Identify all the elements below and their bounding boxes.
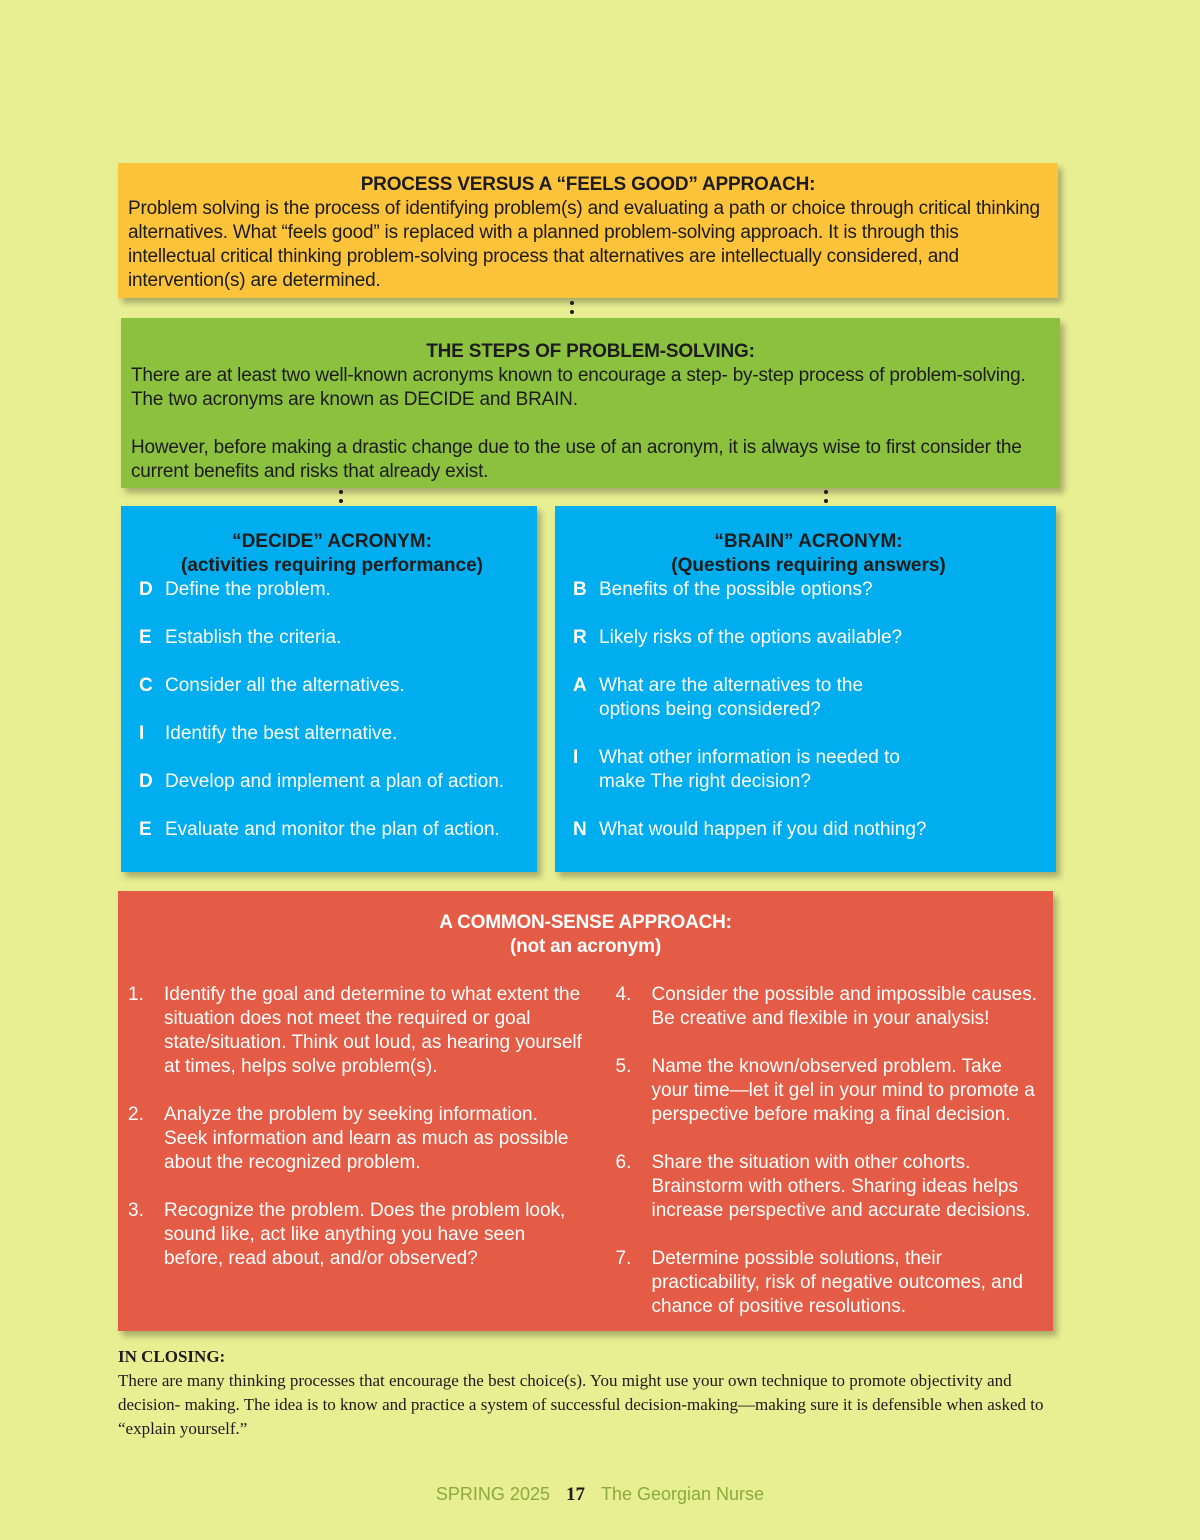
connector-dots — [570, 301, 574, 319]
brain-item — [573, 626, 1044, 650]
decide-text: Consider all the alternatives. — [165, 675, 405, 696]
list-text: Determine possible solutions, their practicability, risk of negative outcomes, and chance of positive resolutions. — [651, 1248, 1023, 1317]
brain-letter: A — [573, 675, 587, 696]
list-number: 3. — [128, 1200, 144, 1221]
steps-para-1: There are at least two well-known acronyms known to encourage a step- by-step process of problem-solving. The two acronyms are known as DECIDE and BRAIN. — [131, 365, 1026, 410]
decide-text: Develop and implement a plan of action. — [165, 771, 505, 792]
list-text: Analyze the problem by seeking information. Seek information and learn as much as possible about the recognized problem. — [164, 1104, 569, 1173]
common-subtitle: (not an acronym) — [510, 936, 661, 957]
brain-letter: N — [573, 819, 587, 840]
brain-letter: B — [573, 579, 587, 600]
steps-box — [121, 318, 1060, 488]
closing-body: There are many thinking processes that encourage the best choice(s). You might use your own technique to promote objectivity and decision- making. The idea is to know and practice a system of successful decision-making—making sure it is defensible when asked to “explain yourself.” — [118, 1371, 1044, 1438]
decide-letter: D — [139, 771, 153, 792]
brain-item — [573, 578, 1044, 602]
decide-title: “DECIDE” ACRONYM: — [232, 531, 432, 552]
decide-letter: D — [139, 579, 153, 600]
decide-letter: C — [139, 675, 153, 696]
list-number: 7. — [615, 1248, 632, 1269]
steps-title: THE STEPS OF PROBLEM-SOLVING: — [426, 341, 755, 362]
brain-text: What other information is needed to make The right decision? — [599, 747, 901, 792]
decide-item — [139, 578, 525, 602]
closing-section — [118, 1345, 1068, 1441]
decide-item — [139, 818, 525, 842]
decide-text: Evaluate and monitor the plan of action. — [165, 819, 500, 840]
decide-box — [121, 506, 537, 872]
list-item — [616, 983, 1044, 1031]
process-body: Problem solving is the process of identifying problem(s) and evaluating a path or choice through critical thinking alternatives. What “feels good” is replaced with a planned problem-solving approach. It is through this intellectual critical thinking problem-solving process that alternatives are intellectually considered, and intervention(s) are determined. — [128, 198, 1040, 291]
decide-item — [139, 770, 525, 794]
brain-text: Benefits of the possible options? — [599, 579, 873, 600]
list-number: 5. — [615, 1056, 632, 1077]
list-item — [616, 1151, 1044, 1223]
list-item — [128, 1103, 586, 1175]
decide-text: Establish the criteria. — [165, 627, 342, 648]
brain-item — [573, 818, 1044, 842]
page-footer — [0, 1484, 1200, 1506]
list-number: 2. — [128, 1104, 144, 1125]
page-number: 17 — [565, 1484, 585, 1505]
brain-item — [573, 674, 1044, 722]
brain-letter: R — [573, 627, 587, 648]
list-item — [616, 1247, 1044, 1319]
decide-item — [139, 626, 525, 650]
brain-text: What are the alternatives to the options being considered? — [599, 675, 864, 720]
list-item — [128, 1199, 586, 1271]
common-title: A COMMON-SENSE APPROACH: — [439, 912, 732, 933]
list-item — [616, 1055, 1044, 1127]
brain-item — [573, 746, 1044, 794]
brain-subtitle: (Questions requiring answers) — [671, 555, 946, 576]
brain-text: Likely risks of the options available? — [599, 627, 903, 648]
common-left-column — [128, 983, 586, 1343]
decide-letter: I — [139, 723, 145, 744]
brain-list — [573, 578, 1044, 842]
decide-subtitle: (activities requiring performance) — [181, 555, 483, 576]
list-item — [128, 983, 586, 1079]
footer-season: SPRING 2025 — [435, 1484, 550, 1504]
brain-letter: I — [573, 747, 579, 768]
steps-para-2: However, before making a drastic change due to the use of an acronym, it is always wise to first consider the current benefits and risks that already exist. — [131, 437, 1022, 482]
closing-title: IN CLOSING: — [118, 1347, 226, 1366]
list-text: Share the situation with other cohorts. Brainstorm with others. Sharing ideas helps increase perspective and accurate decisions. — [651, 1152, 1031, 1221]
process-box — [118, 163, 1058, 298]
list-text: Name the known/observed problem. Take your time—let it gel in your mind to promote a perspective before making a final decision. — [651, 1056, 1035, 1125]
list-text: Recognize the problem. Does the problem look, sound like, act like anything you have seen before, read about, and/or observed? — [164, 1200, 566, 1269]
brain-title: “BRAIN” ACRONYM: — [714, 531, 903, 552]
decide-text: Identify the best alternative. — [165, 723, 398, 744]
decide-list — [139, 578, 525, 842]
brain-text: What would happen if you did nothing? — [599, 819, 927, 840]
decide-text: Define the problem. — [165, 579, 331, 600]
list-text: Consider the possible and impossible causes. Be creative and flexible in your analysis! — [651, 984, 1037, 1029]
decide-letter: E — [139, 819, 152, 840]
list-text: Identify the goal and determine to what extent the situation does not meet the required or goal state/situation. Think out loud, as hearing yourself at times, helps solve problem(s). — [164, 984, 582, 1077]
footer-publication: The Georgian Nurse — [600, 1484, 765, 1504]
common-right-column — [586, 983, 1044, 1343]
list-number: 1. — [128, 984, 144, 1005]
decide-item — [139, 722, 525, 746]
list-number: 4. — [615, 984, 632, 1005]
list-number: 6. — [615, 1152, 632, 1173]
decide-letter: E — [139, 627, 152, 648]
common-sense-box — [118, 891, 1053, 1331]
process-title: PROCESS VERSUS A “FEELS GOOD” APPROACH: — [360, 174, 816, 195]
decide-item — [139, 674, 525, 698]
brain-box — [555, 506, 1056, 872]
